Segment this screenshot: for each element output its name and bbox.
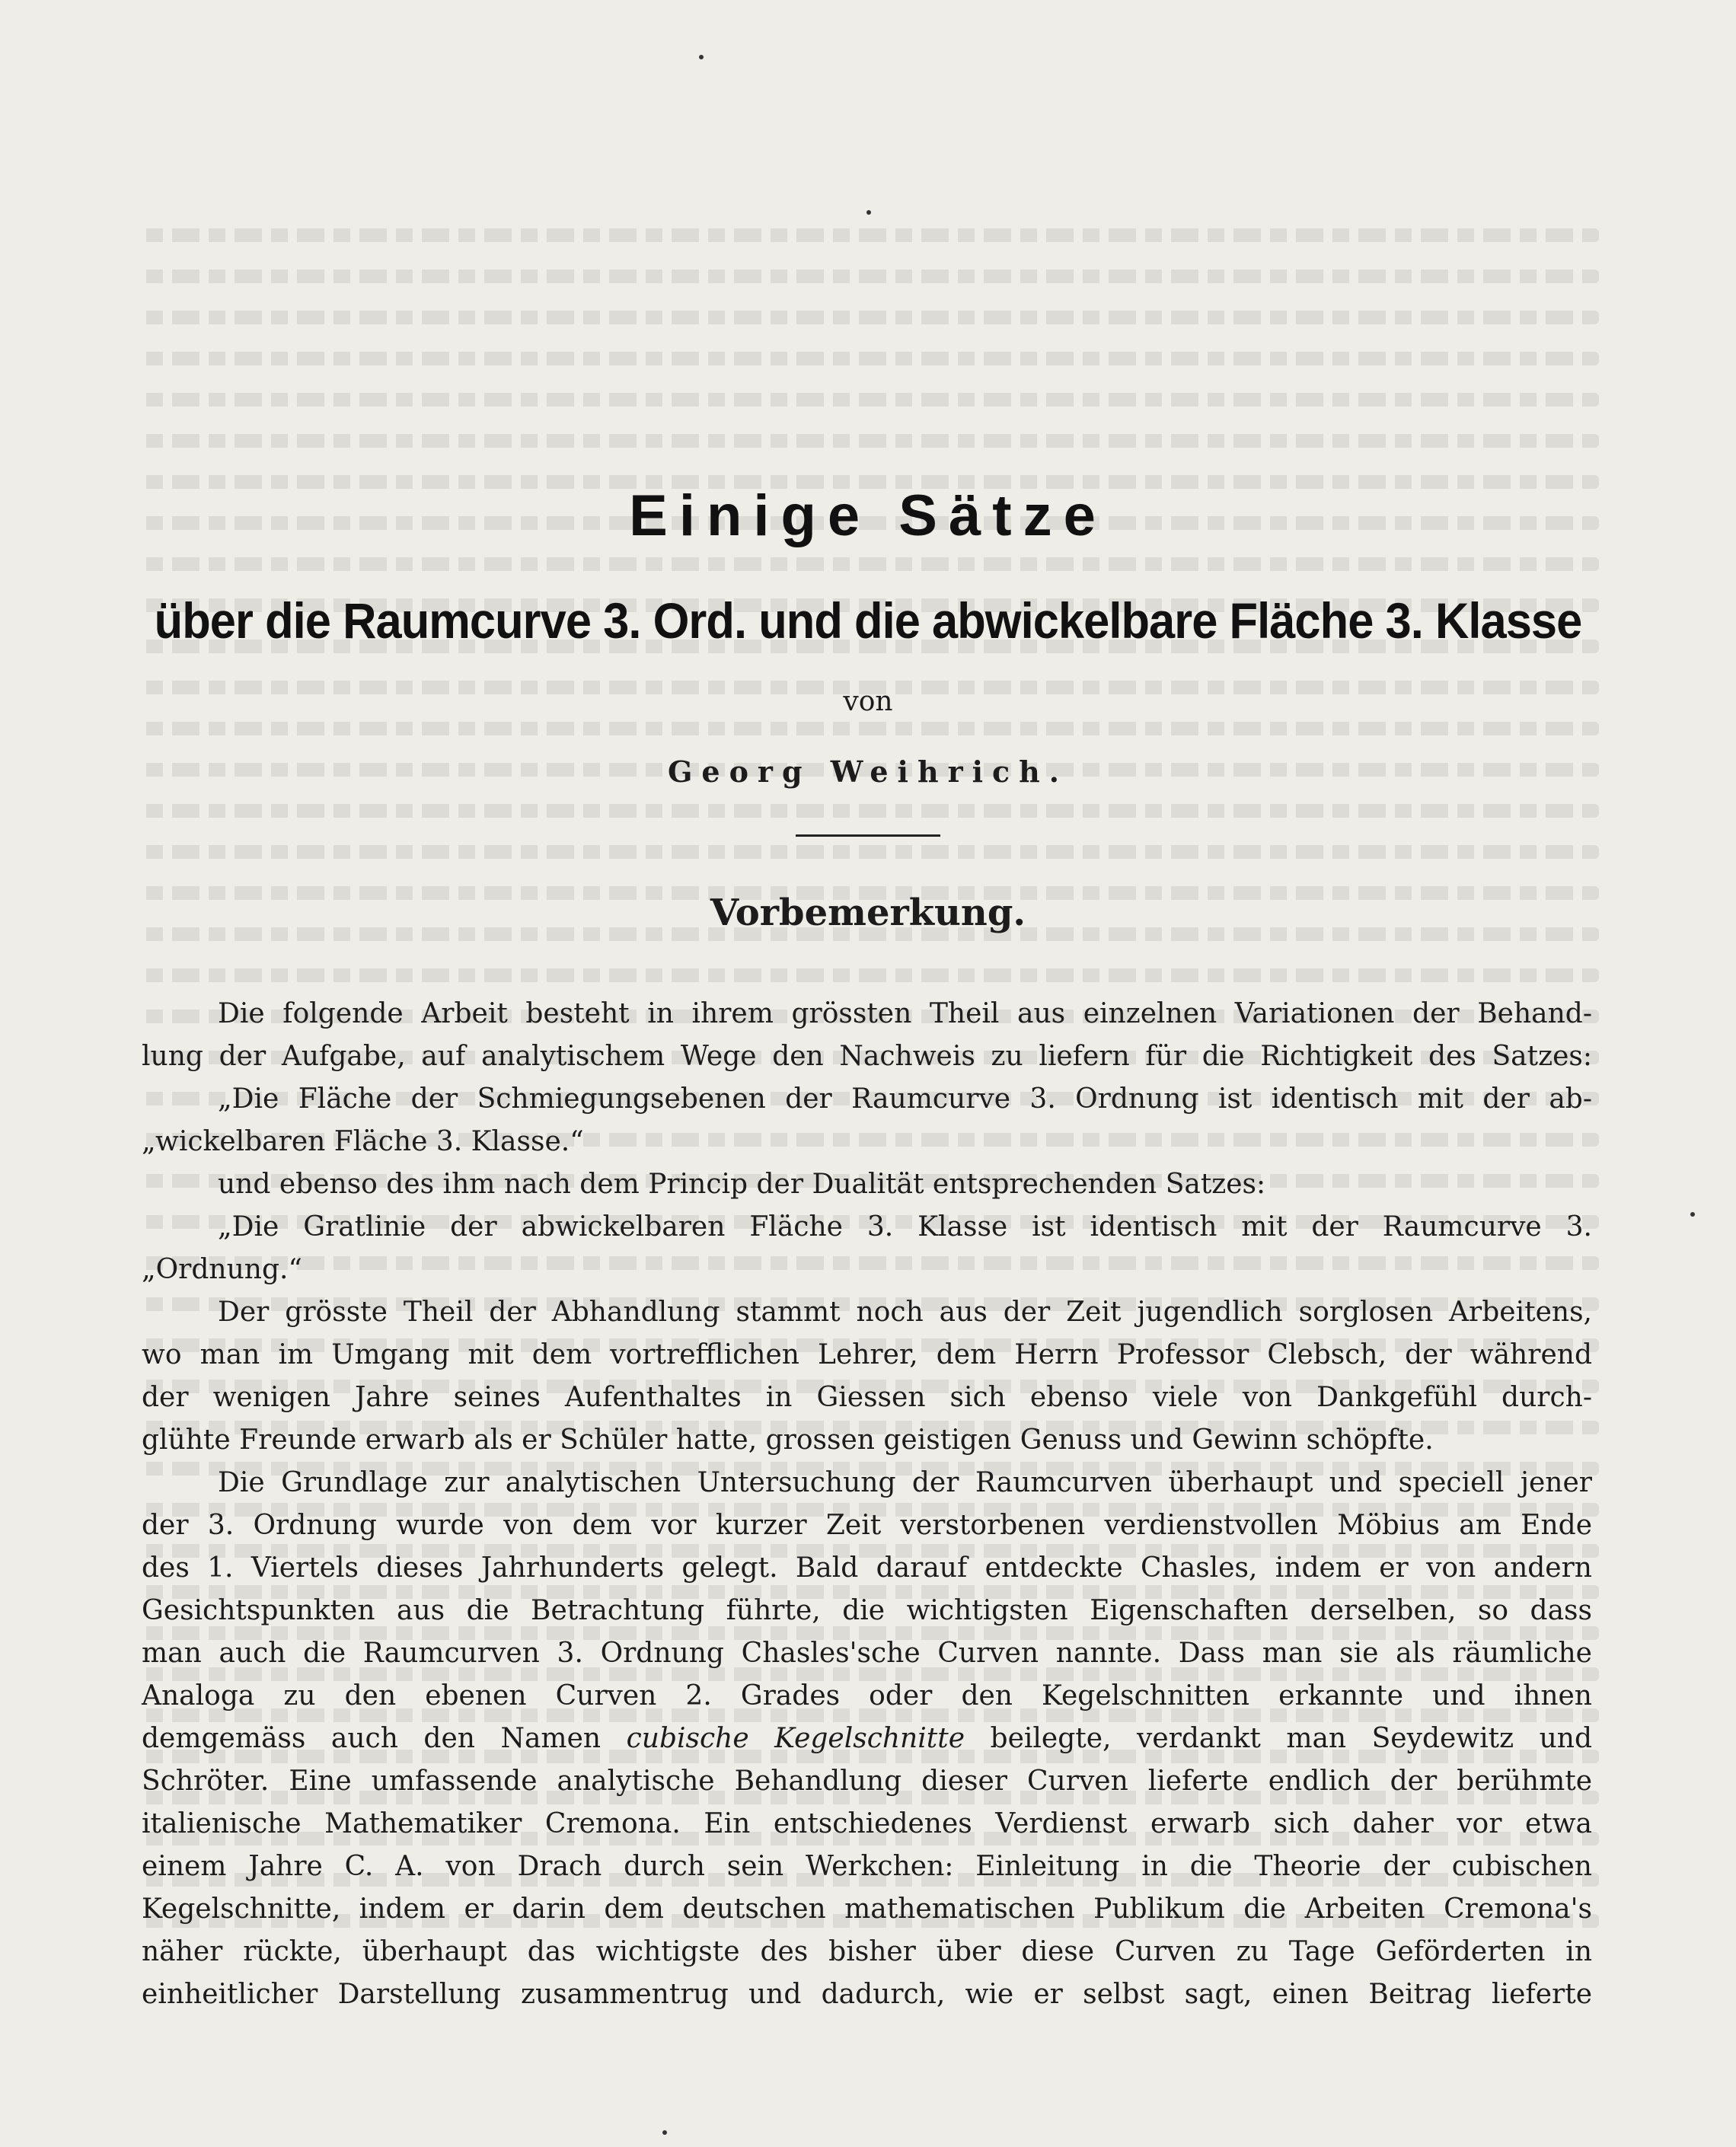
byline-von: von: [843, 686, 893, 717]
author-name: Georg Weihrich.: [667, 754, 1069, 789]
body-text: [142, 993, 1592, 2016]
text-line: Analoga zu den ebenen Curven 2. Grades oder den Kegelschnitten erkannte und ihnen: [142, 1680, 1592, 1712]
text-line: Der grösste Theil der Abhandlung stammt noch aus der Zeit jugendlich sorglosen Arbeitens,: [218, 1297, 1592, 1328]
text-line: näher rückte, überhaupt das wichtigste des bisher über diese Curven zu Tage Geförderten in: [142, 1936, 1592, 1967]
text-line: [142, 1718, 1592, 1760]
text-line: Schröter. Eine umfassende analytische Behandlung dieser Curven lieferte endlich der berühmte: [142, 1766, 1592, 1797]
text-line: der wenigen Jahre seines Aufenthaltes in Giessen sich ebenso viele von Dankgefühl durch-: [142, 1382, 1592, 1413]
italic-term: cubische Kegelschnitte: [626, 1723, 965, 1754]
paper-speck: [866, 210, 871, 215]
text-line: Die folgende Arbeit besteht in ihrem grössten Theil aus einzelnen Variationen der Behand-: [218, 998, 1592, 1029]
text-line: und ebenso des ihm nach dem Princip der Dualität entsprechenden Satzes:: [218, 1169, 1266, 1200]
text-line: man auch die Raumcurven 3. Ordnung Chasles'sche Curven nannte. Dass man sie als räumliche: [142, 1638, 1592, 1669]
paper-speck: [662, 2130, 667, 2135]
text-line: Die Grundlage zur analytischen Untersuchung der Raumcurven überhaupt und speciell jener: [218, 1467, 1592, 1498]
text-line: des 1. Viertels dieses Jahrhunderts gelegt. Bald darauf entdeckte Chasles, indem er von andern: [142, 1552, 1592, 1584]
text-line: italienische Mathematiker Cremona. Ein entschiedenes Verdienst erwarb sich daher vor etwa: [142, 1808, 1592, 1839]
text-line: lung der Aufgabe, auf analytischem Wege den Nachweis zu liefern für die Richtigkeit des Satzes:: [142, 1041, 1592, 1072]
text-line: Kegelschnitte, indem er darin dem deutschen mathematischen Publikum die Arbeiten Cremona's: [142, 1893, 1592, 1925]
divider-rule: [796, 834, 940, 837]
paper-speck: [699, 55, 704, 59]
text-line: der 3. Ordnung wurde von dem vor kurzer Zeit verstorbenen verdienstvollen Möbius am Ende: [142, 1510, 1592, 1541]
text-line: „wickelbaren Fläche 3. Klasse.“: [142, 1126, 584, 1157]
text-line: „Die Fläche der Schmiegungsebenen der Raumcurve 3. Ordnung ist identisch mit der ab-: [218, 1083, 1592, 1115]
text-line: einheitlicher Darstellung zusammentrug und dadurch, wie er selbst sagt, einen Beitrag lieferte: [142, 1979, 1592, 2010]
document-title: Einige Sätze: [629, 483, 1107, 548]
document-subtitle: über die Raumcurve 3. Ord. und die abwickelbare Fläche 3. Klasse: [154, 592, 1582, 649]
text-line: Gesichtspunkten aus die Betrachtung führte, die wichtigsten Eigenschaften derselben, so dass: [142, 1595, 1592, 1626]
text-segment: beilegte, verdankt man Seydewitz und: [990, 1723, 1592, 1754]
text-line: „Die Gratlinie der abwickelbaren Fläche 3. Klasse ist identisch mit der Raumcurve 3.: [218, 1211, 1592, 1243]
section-heading: Vorbemerkung.: [710, 892, 1026, 934]
text-line: „Ordnung.“: [142, 1254, 302, 1285]
text-line: wo man im Umgang mit dem vortrefflichen Lehrer, dem Herrn Professor Clebsch, der während: [142, 1339, 1592, 1370]
text-line: einem Jahre C. A. von Drach durch sein Werkchen: Einleitung in die Theorie der cubischen: [142, 1851, 1592, 1882]
paper-speck: [1690, 1212, 1695, 1217]
text-segment: demgemäss auch den Namen: [142, 1723, 602, 1754]
text-line: glühte Freunde erwarb als er Schüler hatte, grossen geistigen Genuss und Gewinn schöpfte.: [142, 1424, 1434, 1456]
